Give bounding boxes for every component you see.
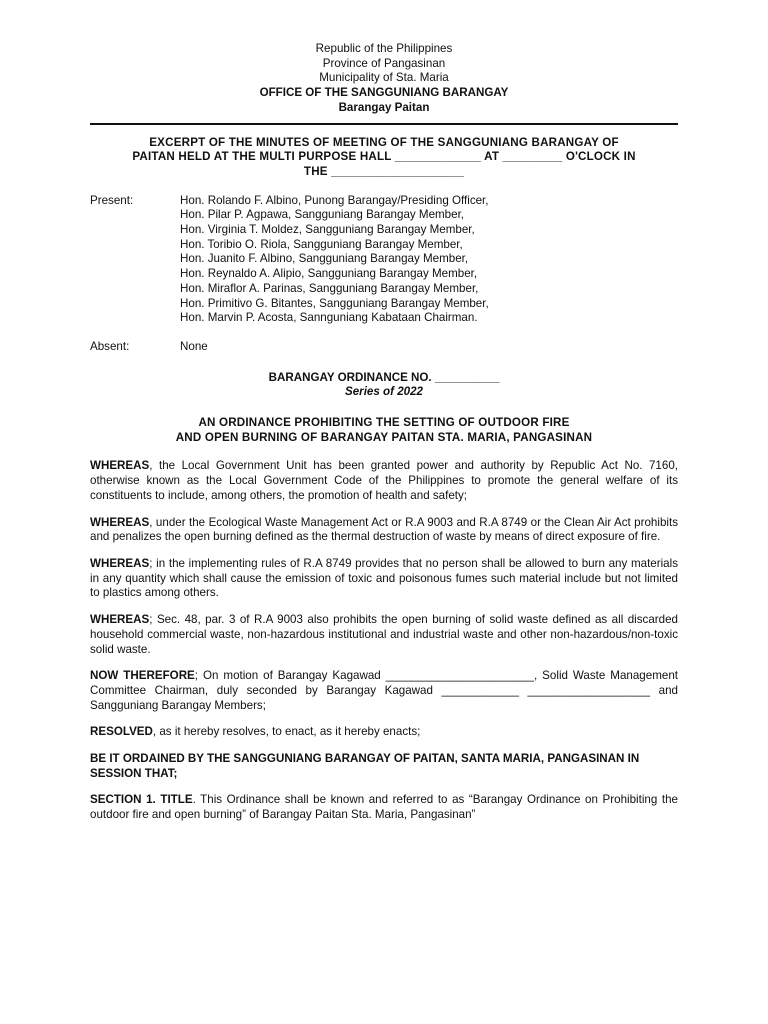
- whereas-label: WHEREAS: [90, 613, 150, 627]
- present-member: Hon. Virginia T. Moldez, Sangguniang Barangay Member,: [180, 223, 475, 237]
- section-1-paragraph: [90, 793, 678, 822]
- excerpt-line-2: PAITAN HELD AT THE MULTI PURPOSE HALL _____________ AT _________ O'CLOCK IN: [132, 150, 636, 164]
- whereas-text: ; in the implementing rules of R.A 8749 provides that no person shall be allowed to burn any materials in any quantity which shall cause the emission of toxic and poisonous fumes such material include but not limited to plastics among others.: [90, 556, 678, 600]
- ordinance-number: BARANGAY ORDINANCE NO. __________: [268, 370, 500, 384]
- section-1-label: SECTION 1. TITLE: [90, 793, 193, 807]
- absent-value: None: [180, 339, 208, 353]
- whereas-text: , under the Ecological Waste Management Act or R.A 9003 and R.A 8749 or the Clean Air Act prohibits and penalizes the open burning defined as the thermal destruction of waste by means of direct exposure of fire.: [90, 515, 678, 544]
- whereas-text: ; Sec. 48, par. 3 of R.A 9003 also prohibits the open burning of solid waste defined as all discarded household commercial waste, non-hazardous institutional and industrial waste and other non-hazardous/non-toxic solid waste.: [90, 613, 678, 656]
- absent-label: Absent:: [90, 339, 130, 353]
- ordinance-title-line-2: AND OPEN BURNING OF BARANGAY PAITAN STA. MARIA, PANGASINAN: [175, 430, 593, 444]
- resolved-paragraph: [90, 725, 678, 740]
- present-list: [180, 194, 489, 326]
- whereas-paragraph-1: [90, 459, 678, 503]
- present-member: Hon. Toribio O. Riola, Sangguniang Barangay Member,: [180, 237, 463, 251]
- present-member: Hon. Juanito F. Albino, Sangguniang Barangay Member,: [180, 252, 469, 266]
- letterhead: [90, 42, 678, 116]
- excerpt-heading: [90, 136, 678, 180]
- excerpt-line-3: THE ____________________: [303, 164, 465, 178]
- whereas-label: WHEREAS: [90, 459, 150, 473]
- resolved-text: , as it hereby resolves, to enact, as it hereby enacts;: [152, 725, 421, 739]
- whereas-paragraph-2: [90, 516, 678, 545]
- present-member: Hon. Marvin P. Acosta, Sannguniang Kabataan Chairman.: [180, 311, 478, 325]
- present-member: Hon. Pilar P. Agpawa, Sangguniang Barangay Member,: [180, 208, 465, 222]
- present-section: [90, 194, 678, 326]
- whereas-label: WHEREAS: [90, 515, 150, 529]
- header-barangay: Barangay Paitan: [338, 100, 430, 114]
- header-republic: Republic of the Philippines: [315, 42, 453, 55]
- absent-section: [90, 340, 678, 355]
- present-label: Present:: [90, 193, 134, 207]
- now-therefore-label: NOW THEREFORE: [90, 669, 195, 683]
- ordinance-series: Series of 2022: [345, 385, 423, 399]
- excerpt-line-1: EXCERPT OF THE MINUTES OF MEETING OF THE SANGGUNIANG BARANGAY OF: [149, 135, 619, 149]
- resolved-label: RESOLVED: [90, 725, 153, 739]
- whereas-paragraph-3: [90, 557, 678, 601]
- whereas-paragraph-4: [90, 613, 678, 657]
- whereas-text: , the Local Government Unit has been granted power and authority by Republic Act No. 7160, otherwise known as the Local Government Code of the Philippines to promote the general welfare of its constituents to include, among others, the promotion of health and safety;: [90, 459, 678, 502]
- header-municipality: Municipality of Sta. Maria: [319, 71, 449, 85]
- present-member: Hon. Reynaldo A. Alipio, Sangguniang Barangay Member,: [180, 267, 478, 281]
- header-divider: [90, 123, 678, 125]
- whereas-label: WHEREAS: [90, 556, 150, 570]
- document-body: [90, 42, 678, 823]
- ordinance-title: [90, 416, 678, 445]
- section-1-text: . This Ordinance shall be known and referred to as “Barangay Ordinance on Prohibiting the outdoor fire and open burning” of Barangay Paitan Sta. Maria, Pangasinan”: [90, 793, 679, 822]
- header-province: Province of Pangasinan: [322, 56, 446, 70]
- ordained-paragraph: BE IT ORDAINED BY THE SANGGUNIANG BARANGAY OF PAITAN, SANTA MARIA, PANGASINAN IN SESSION THAT;: [90, 752, 640, 780]
- now-therefore-text: ; On motion of Barangay Kagawad _______________________, Solid Waste Management Committee Chairman, duly seconded by Barangay Kagawad ____________ ___________________ and Sangguniang Barangay Members;: [90, 669, 678, 712]
- present-member: Hon. Rolando F. Albino, Punong Barangay/Presiding Officer,: [180, 193, 489, 207]
- ordinance-title-line-1: AN ORDINANCE PROHIBITING THE SETTING OF OUTDOOR FIRE: [198, 416, 570, 430]
- present-member: Hon. Primitivo G. Bitantes, Sangguniang Barangay Member,: [180, 296, 489, 310]
- header-office: OFFICE OF THE SANGGUNIANG BARANGAY: [259, 86, 509, 100]
- now-therefore-paragraph: [90, 669, 678, 713]
- present-member: Hon. Miraflor A. Parinas, Sangguniang Barangay Member,: [180, 281, 479, 295]
